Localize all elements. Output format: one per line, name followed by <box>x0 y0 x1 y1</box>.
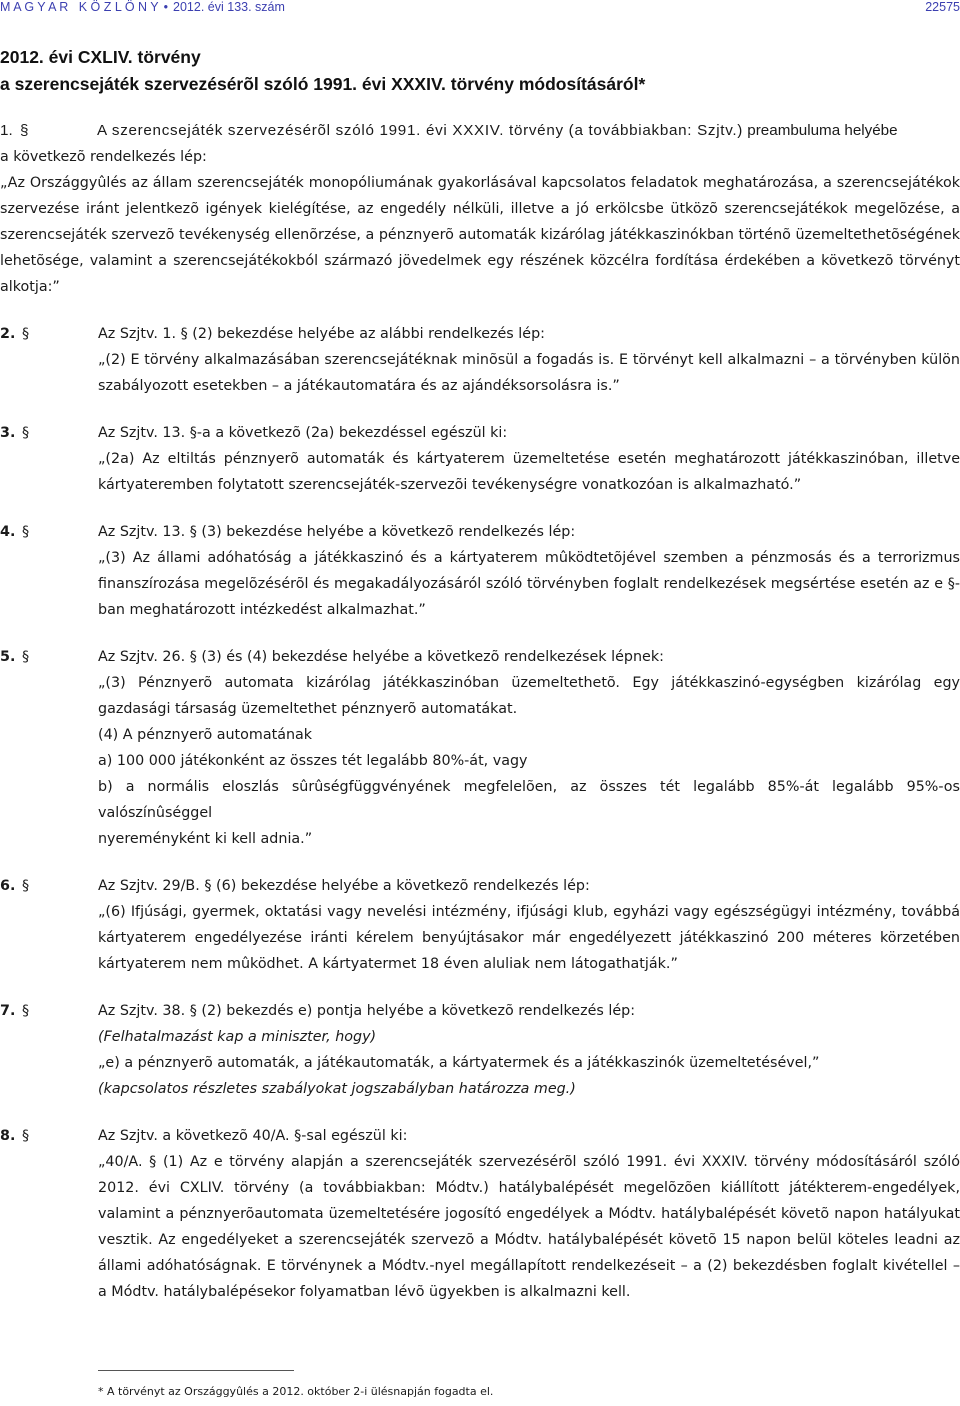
section-6-paragraph: „(6) Ifjúsági, gyermek, oktatási vagy nevelési intézmény, ifjúsági klub, egyházi vagy egészségügyi intézmény, továbbá kártyaterem engedélyezése iránti kérelem benyújtásakor már engedélyezett játékkaszinó 200 méteres körzetében kártyaterem nem mûködhet. A kártyatermet 18 éven aluliak nem látogathatják.” <box>98 904 960 972</box>
section-5-point-b: b) a normális eloszlás sûrûségfüggvényének megfelelõen, az összes tét legalább 85%-át legalább 95%-os valószínûséggel <box>98 779 960 821</box>
section-6 <box>0 873 960 977</box>
section-5-heading <box>0 644 960 670</box>
section-8-paragraph: „40/A. § (1) Az e törvény alapján a szerencsejáték szervezésérõl szóló 1991. évi XXXIV. törvény módosításáról szóló 2012. évi CXLIV. törvény (a továbbiakban: Módtv.) hatálybalépését megelõzõen kiállított játékterem-engedélyek, valamint a pénznyerõautomata üzemeltetésére jogosító engedélyek a Módtv. hatálybalépését követõ napon hatályukat vesztik. Az engedélyeket a szerencsejáték szervezõ a Módtv. hatálybalépését követõ 15 napon belül köteles leadni az állami adóhatóságnak. E törvénynek a Módtv.-nyel megállapított rendelkezéseit – a (2) bekezdésben foglalt kivétellel – a Módtv. hatálybalépésekor folyamatban lévõ ügyekben is alkalmazni kell. <box>98 1154 960 1300</box>
section-4-heading <box>0 519 960 545</box>
section-1-heading-b: preambuluma helyébe <box>747 122 898 139</box>
footnote-divider <box>98 1370 294 1371</box>
document-title <box>0 44 960 98</box>
section-2-heading <box>0 321 960 347</box>
paragraph-sign: § <box>22 1128 30 1144</box>
footnote: * A törvényt az Országgyûlés a 2012. október 2-i ülésnapján fogadta el. <box>98 1385 494 1398</box>
section-2 <box>0 321 960 399</box>
paragraph-sign: § <box>22 1003 30 1019</box>
section-5-paragraph-2: (4) A pénznyerõ automatának <box>98 727 313 743</box>
paragraph-sign: § <box>22 878 30 894</box>
paragraph-sign: § <box>22 524 30 540</box>
section-7-head-text: Az Szjtv. 38. § (2) bekezdés e) pontja helyébe a következõ rendelkezés lép: <box>98 1003 636 1019</box>
section-7-context-open: (Felhatalmazást kap a miniszter, hogy) <box>98 1029 377 1045</box>
section-7-paragraph: „e) a pénznyerõ automaták, a játékautomaták, a kártyatermek és a játékkaszinók üzemeltetésével,” <box>98 1055 820 1071</box>
section-1-heading-a: A szerencsejáték szervezésérõl szóló 1991. évi XXXIV. törvény (a továbbiakban: Szjtv.) <box>97 122 744 139</box>
document-body <box>0 118 960 1326</box>
section-7 <box>0 998 960 1102</box>
section-8-heading <box>0 1123 960 1149</box>
section-4-head-text: Az Szjtv. 13. § (3) bekezdése helyébe a következõ rendelkezés lép: <box>98 524 576 540</box>
section-4-paragraph: „(3) Az állami adóhatóság a játékkaszinó és a kártyaterem mûködtetõjével szemben a pénzmosás és a terrorizmus finanszírozása megelõzésérõl és megakadályozásáról szóló törvényben foglalt rendelkezések megsértése esetén az e §-ban meghatározott intézkedést alkalmazhat.” <box>98 550 960 618</box>
section-1-heading <box>0 118 960 144</box>
title-line-1: 2012. évi CXLIV. törvény <box>0 47 201 67</box>
section-number: 2. <box>0 326 16 342</box>
bullet-separator: • <box>163 0 169 14</box>
section-number: 6. <box>0 878 16 894</box>
section-2-paragraph: „(2) E törvény alkalmazásában szerencsejátéknak minõsül a fogadás is. E törvényt kell alkalmazni – a törvényben külön szabályozott esetekben – a játékautomatára és az ajándéksorsolásra is.” <box>98 352 960 394</box>
section-5-point-a: a) 100 000 játékonként az összes tét legalább 80%-át, vagy <box>98 753 528 769</box>
section-8-head-text: Az Szjtv. a következõ 40/A. §-sal egészül ki: <box>98 1128 408 1144</box>
section-7-context-close: (kapcsolatos részletes szabályokat jogszabályban határozza meg.) <box>98 1081 576 1097</box>
paragraph-sign: § <box>22 326 30 342</box>
section-4 <box>0 519 960 623</box>
section-number: 3. <box>0 425 16 441</box>
section-number: 4. <box>0 524 16 540</box>
section-5-paragraph-1: „(3) Pénznyerõ automata kizárólag játékkaszinóban üzemeltethetõ. Egy játékkaszinó-egységben kizárólag egy gazdasági társaság üzemeltethet pénznyerõ automatákat. <box>98 675 960 717</box>
section-5-paragraph-end: nyereményként ki kell adnia.” <box>98 831 313 847</box>
section-6-head-text: Az Szjtv. 29/B. § (6) bekezdése helyébe a következõ rendelkezés lép: <box>98 878 590 894</box>
section-1 <box>0 118 960 300</box>
page-number: 22575 <box>925 0 960 14</box>
title-line-2: a szerencsejáték szervezésérõl szóló 1991. évi XXXIV. törvény módosításáról* <box>0 74 646 94</box>
section-6-heading <box>0 873 960 899</box>
section-number: 5. <box>0 649 16 665</box>
section-number: 7. <box>0 1003 16 1019</box>
running-head <box>0 0 285 14</box>
publication-name: M A G Y A R K Ö Z L Ö N Y <box>0 0 159 14</box>
section-number: 1. <box>0 122 13 139</box>
section-3-heading <box>0 420 960 446</box>
section-3-head-text: Az Szjtv. 13. §-a a következõ (2a) bekezdéssel egészül ki: <box>98 425 508 441</box>
section-5 <box>0 644 960 852</box>
section-7-heading <box>0 998 960 1024</box>
section-3 <box>0 420 960 498</box>
section-1-line-2: a következõ rendelkezés lép: <box>0 149 207 165</box>
page-header <box>0 0 960 14</box>
section-3-paragraph: „(2a) Az eltiltás pénznyerõ automaták és kártyaterem üzemeltetése esetén meghatározott játékkaszinóban, illetve kártyateremben folytatott szerencsejáték-szervezõi tevékenységre vonatkozóan is alkalmazható.” <box>98 451 960 493</box>
section-number: 8. <box>0 1128 16 1144</box>
section-5-head-text: Az Szjtv. 26. § (3) és (4) bekezdése helyébe a következõ rendelkezések lépnek: <box>98 649 664 665</box>
section-1-quote: „Az Országgyûlés az állam szerencsejáték monopóliumának gyakorlásával kapcsolatos feladatok meghatározása, a szerencsejátékok szervezése iránt jelentkezõ igények kielégítése, az engedély nélküli, illetve a jó erkölcsbe ütközõ szerencsejátékok megelõzése, a szerencsejáték szervezõ tevékenység ellenõrzése, a pénznyerõ automaták kizárólag játékkaszinókban történõ üzemeltethetõségének lehetõsége, valamint a szerencsejátékokból származó jövedelmek egy részének közcélra fordítása érdekében a következõ törvényt alkotja:” <box>0 175 960 295</box>
issue-label: 2012. évi 133. szám <box>173 0 285 14</box>
section-2-head-text: Az Szjtv. 1. § (2) bekezdése helyébe az alábbi rendelkezés lép: <box>98 326 545 342</box>
paragraph-sign: § <box>22 649 30 665</box>
section-8 <box>0 1123 960 1305</box>
paragraph-sign: § <box>20 122 29 139</box>
paragraph-sign: § <box>22 425 30 441</box>
